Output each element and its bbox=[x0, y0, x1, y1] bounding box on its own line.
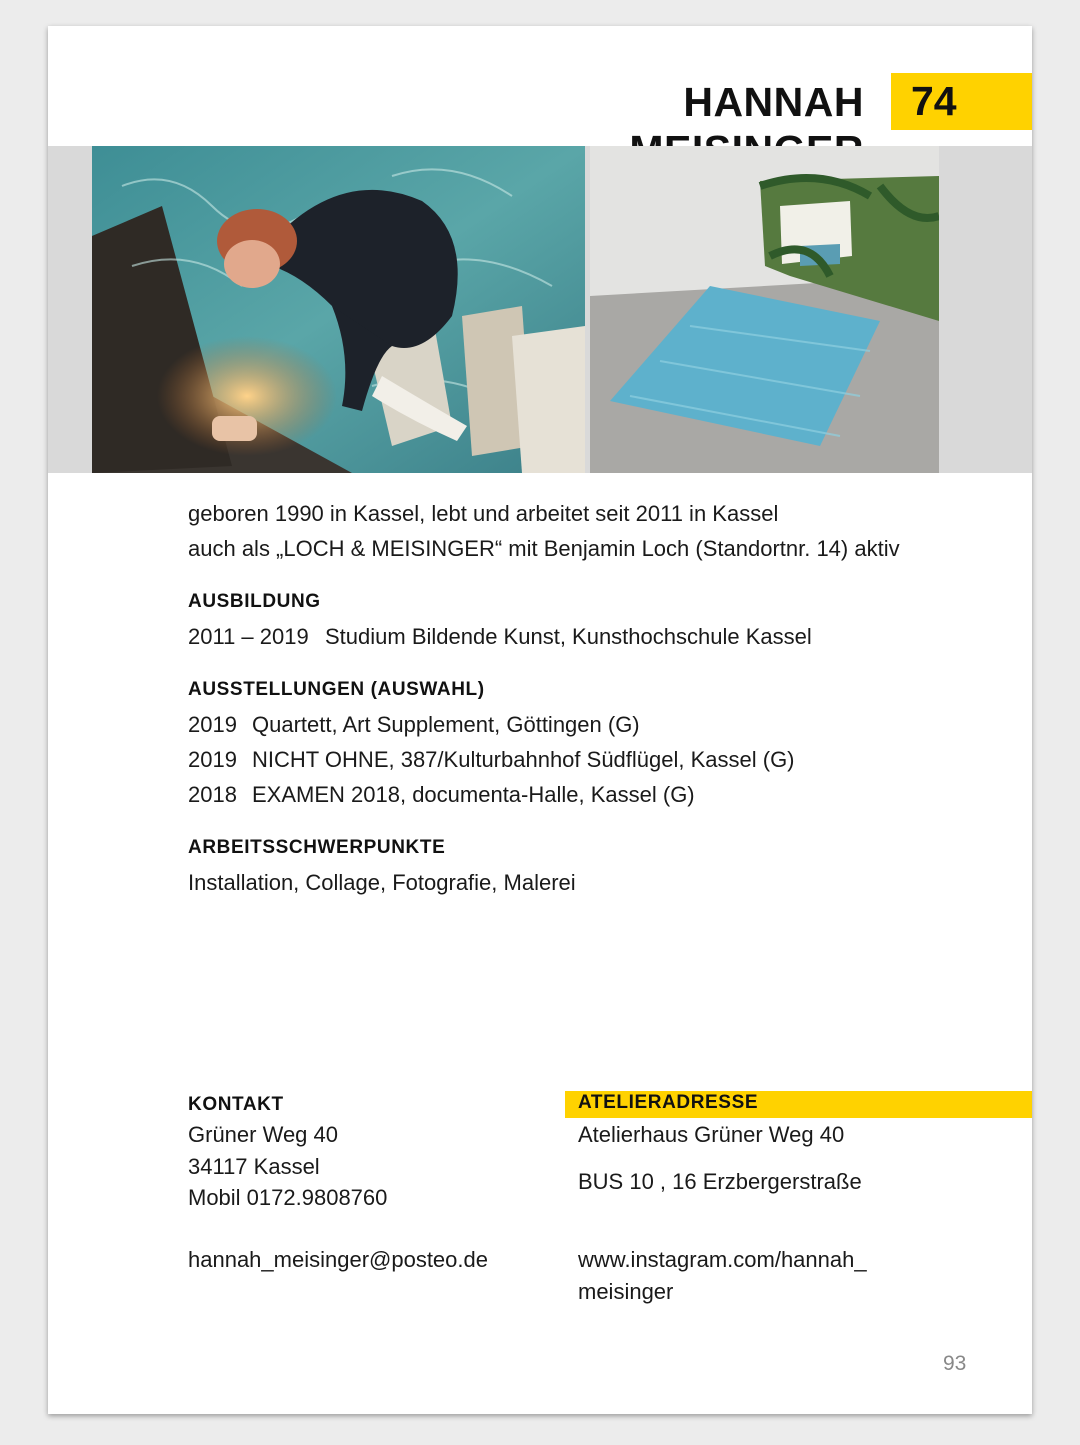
atelier-bus: BUS 10 , 16 Erzbergerstraße bbox=[578, 1169, 862, 1194]
instagram-link-line-2: meisinger bbox=[578, 1279, 674, 1304]
location-number-badge: 74 bbox=[891, 73, 1032, 130]
ausstellung-text: EXAMEN 2018, documenta-Halle, Kassel (G) bbox=[252, 782, 695, 807]
ausstellungen-heading: AUSSTELLUNGEN (AUSWAHL) bbox=[188, 679, 485, 700]
ausstellung-year: 2019 bbox=[188, 712, 237, 737]
ausbildung-year: 2011 – 2019 bbox=[188, 624, 309, 649]
schwerpunkte-heading: ARBEITSSCHWERPUNKTE bbox=[188, 837, 446, 858]
kontakt-mobile: Mobil 0172.9808760 bbox=[188, 1185, 388, 1210]
photo-band bbox=[48, 146, 1032, 473]
catalog-page bbox=[48, 26, 1032, 1414]
intro-line-2: auch als „LOCH & MEISINGER“ mit Benjamin Loch (Standortnr. 14) aktiv bbox=[188, 536, 900, 561]
ausstellung-row bbox=[188, 777, 695, 812]
ausbildung-row bbox=[188, 619, 812, 654]
schwerpunkte-text: Installation, Collage, Fotografie, Malerei bbox=[188, 870, 576, 895]
ausstellung-row bbox=[188, 707, 640, 742]
ausstellung-text: Quartett, Art Supplement, Göttingen (G) bbox=[252, 712, 640, 737]
ausstellung-year: 2018 bbox=[188, 782, 237, 807]
atelier-heading: ATELIERADRESSE bbox=[578, 1092, 759, 1113]
kontakt-email-link[interactable]: hannah_meisinger@posteo.de bbox=[188, 1247, 488, 1272]
page-number: 93 bbox=[943, 1352, 967, 1375]
instagram-link-line-1: www.instagram.com/hannah_ bbox=[578, 1247, 867, 1272]
ausstellung-row bbox=[188, 742, 795, 777]
kontakt-street: Grüner Weg 40 bbox=[188, 1122, 339, 1147]
artist-at-work-photo bbox=[92, 146, 585, 473]
kontakt-heading: KONTAKT bbox=[188, 1094, 284, 1115]
ausbildung-text: Studium Bildende Kunst, Kunsthochschule Kassel bbox=[325, 624, 812, 649]
installation-photo bbox=[590, 146, 939, 473]
artist-name: HANNAH bbox=[683, 79, 864, 125]
intro-line-1: geboren 1990 in Kassel, lebt und arbeitet seit 2011 in Kassel bbox=[188, 501, 779, 526]
atelier-address: Atelierhaus Grüner Weg 40 bbox=[578, 1122, 845, 1147]
atelier-heading-bar bbox=[565, 1091, 1032, 1118]
ausbildung-heading: AUSBILDUNG bbox=[188, 591, 321, 612]
ausstellung-text: NICHT OHNE, 387/Kulturbahnhof Südflügel, Kassel (G) bbox=[252, 747, 795, 772]
kontakt-city: 34117 Kassel bbox=[188, 1154, 320, 1179]
ausstellung-year: 2019 bbox=[188, 747, 237, 772]
instagram-link[interactable] bbox=[578, 1244, 867, 1308]
